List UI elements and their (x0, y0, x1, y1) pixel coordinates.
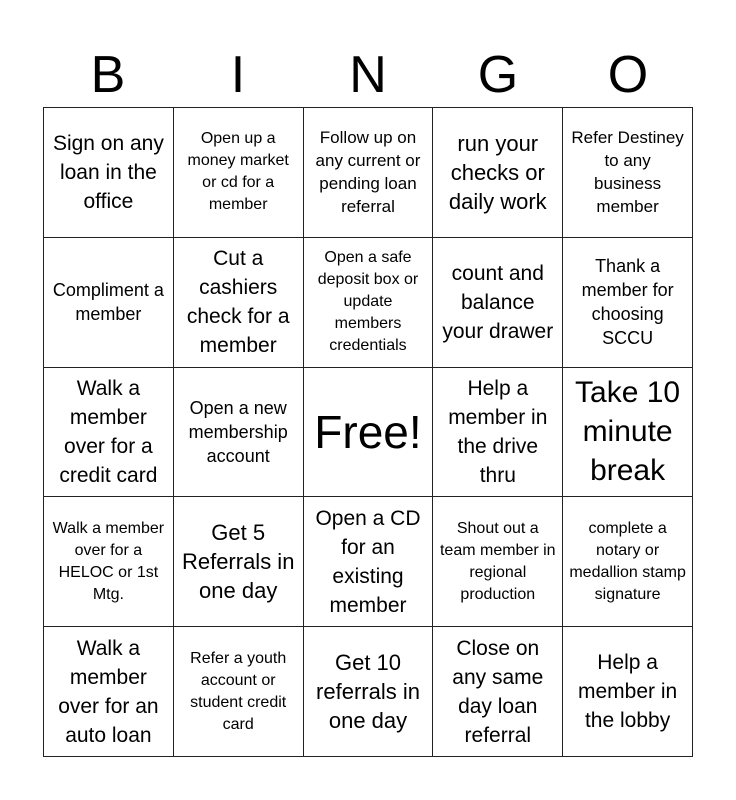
bingo-cell-r2-c5[interactable] (563, 238, 693, 368)
bingo-cell-r2-c3[interactable] (304, 238, 434, 368)
bingo-cell-r2-c1[interactable] (44, 238, 174, 368)
bingo-cell-r1-c1[interactable] (44, 108, 174, 238)
bingo-cell-r1-c5[interactable] (563, 108, 693, 238)
bingo-cell-r5-c3[interactable] (304, 627, 434, 757)
cell-text: Open a safe deposit box or update members credentials (317, 249, 419, 355)
bingo-header (43, 44, 693, 106)
bingo-cell-r3-c1[interactable] (44, 368, 174, 498)
bingo-cell-r2-c4[interactable] (433, 238, 563, 368)
header-letter-g: G (477, 46, 519, 104)
bingo-cell-r4-c3[interactable] (304, 497, 434, 627)
bingo-cell-r4-c5[interactable] (563, 497, 693, 627)
bingo-cell-r4-c1[interactable] (44, 497, 174, 627)
cell-text: Take 10 minute break (575, 376, 681, 488)
cell-text: Shout out a team member in regional production (439, 519, 556, 603)
bingo-cell-r3-c5[interactable] (563, 368, 693, 498)
bingo-cell-r1-c4[interactable] (433, 108, 563, 238)
header-letter-o: O (607, 46, 649, 104)
bingo-cell-r5-c2[interactable] (174, 627, 304, 757)
cell-text: Follow up on any current or pending loan referral (315, 128, 421, 217)
cell-text: Open up a money market or cd for a member (187, 130, 289, 214)
bingo-cell-r1-c2[interactable] (174, 108, 304, 238)
free-space-text: Free! (314, 405, 422, 458)
cell-text: Open a CD for an existing member (315, 506, 421, 617)
bingo-cell-r4-c4[interactable] (433, 497, 563, 627)
cell-text: Walk a member over for a HELOC or 1st Mtg. (52, 519, 165, 603)
cell-text: Refer a youth account or student credit card (190, 649, 287, 733)
cell-text: Get 10 referrals in one day (316, 650, 420, 734)
cell-text: Walk a member over for a credit card (59, 376, 158, 487)
bingo-cell-r5-c1[interactable] (44, 627, 174, 757)
cell-text: Get 5 Referrals in one day (181, 520, 295, 604)
bingo-cell-r1-c3[interactable] (304, 108, 434, 238)
cell-text: Help a member in the drive thru (448, 376, 548, 487)
header-letter-b: B (90, 46, 126, 104)
bingo-cell-r5-c4[interactable] (433, 627, 563, 757)
cell-text: count and balance your drawer (442, 261, 554, 343)
cell-text: Refer Destiney to any business member (571, 128, 684, 217)
header-letter-n: N (349, 46, 387, 104)
bingo-cell-r5-c5[interactable] (563, 627, 693, 757)
cell-text: Compliment a member (52, 280, 164, 325)
bingo-cell-r4-c2[interactable] (174, 497, 304, 627)
bingo-cell-free-space[interactable] (304, 368, 434, 498)
cell-text: Walk a member over for an auto loan (58, 636, 159, 747)
cell-text: Sign on any loan in the office (52, 131, 164, 213)
bingo-cell-r3-c2[interactable] (174, 368, 304, 498)
cell-text: Thank a member for choosing SCCU (581, 256, 674, 349)
bingo-card-grid (43, 107, 693, 757)
cell-text: Close on any same day loan referral (452, 636, 544, 747)
cell-text: Open a new membership account (188, 397, 288, 466)
header-letter-i: I (230, 46, 246, 104)
cell-text: run your checks or daily work (448, 130, 547, 214)
cell-text: Cut a cashiers check for a member (186, 247, 290, 358)
bingo-cell-r3-c4[interactable] (433, 368, 563, 498)
cell-text: Help a member in the lobby (577, 651, 678, 733)
bingo-cell-r2-c2[interactable] (174, 238, 304, 368)
cell-text: complete a notary or medallion stamp signature (569, 519, 686, 603)
